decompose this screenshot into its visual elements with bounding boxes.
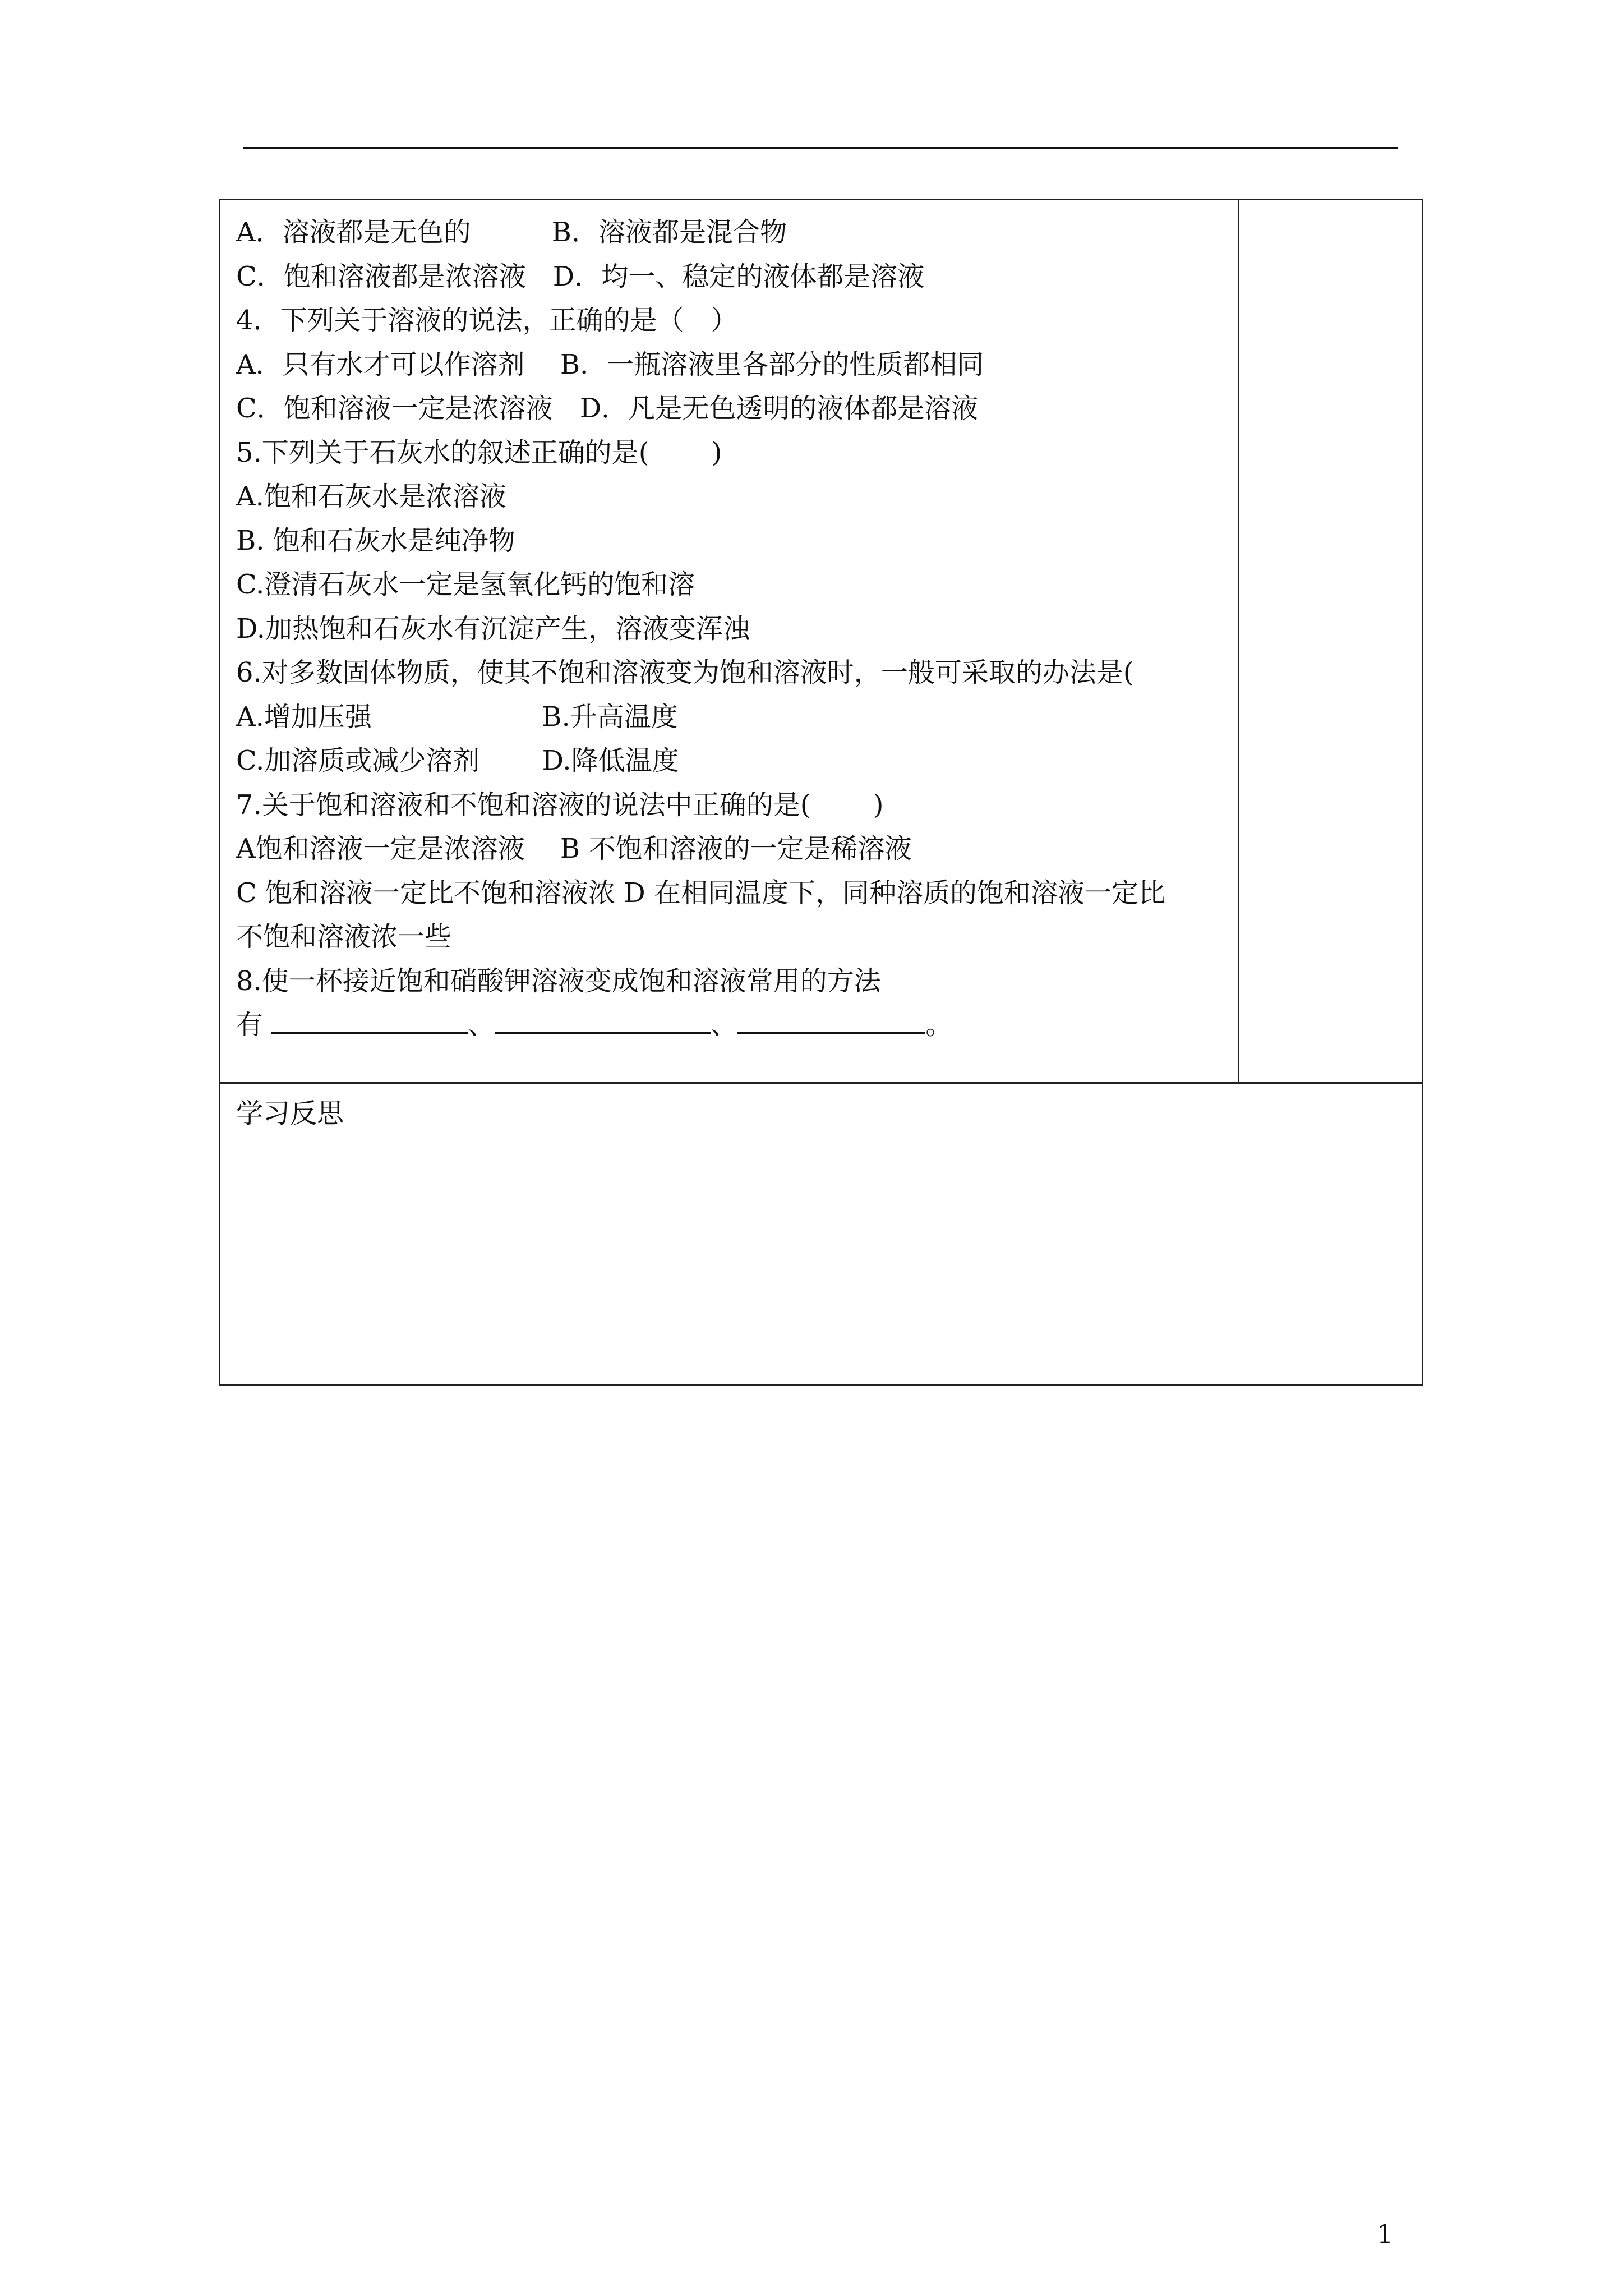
header-rule <box>243 147 1398 149</box>
question-line: 5.下列关于石灰水的叙述正确的是( ) <box>236 436 722 468</box>
question-line: 8.使一杯接近饱和硝酸钾溶液变成饱和溶液常用的方法 <box>236 965 881 997</box>
question-line: B. 饱和石灰水是纯净物 <box>236 524 515 556</box>
question-line: C.澄清石灰水一定是氢氧化钙的饱和溶 <box>236 569 695 600</box>
question-line: A.增加压强 B.升高温度 <box>236 701 678 733</box>
question-line: A．只有水才可以作溶剂 B．一瓶溶液里各部分的性质都相同 <box>236 348 984 380</box>
answer-blank-1[interactable] <box>271 1006 468 1034</box>
question-line: C．饱和溶液一定是浓溶液 D．凡是无色透明的液体都是溶液 <box>236 393 979 424</box>
fill-in-separator: 、 <box>711 1009 738 1041</box>
fill-in-separator: 、 <box>468 1009 495 1041</box>
answer-blank-3[interactable] <box>737 1006 925 1034</box>
notes-column <box>1239 200 1422 1082</box>
question-line: A饱和溶液一定是浓溶液 B 不饱和溶液的一定是稀溶液 <box>236 833 912 864</box>
fill-in-suffix: 。 <box>925 1009 953 1041</box>
question-line: 4．下列关于溶液的说法，正确的是（ ） <box>236 305 738 336</box>
question-line: A．溶液都是无色的 B．溶液都是混合物 <box>236 217 787 248</box>
page-number: 1 <box>1377 2219 1394 2249</box>
reflection-cell[interactable] <box>220 1082 1422 1384</box>
worksheet-table <box>219 199 1423 1386</box>
fill-in-prefix: 有 <box>236 1009 272 1041</box>
question-line: D.加热饱和石灰水有沉淀产生，溶液变浑浊 <box>236 613 750 645</box>
question-line: C．饱和溶液都是浓溶液 D．均一、稳定的液体都是溶液 <box>236 260 925 292</box>
questions-cell <box>220 200 1239 1082</box>
question-line: A.饱和石灰水是浓溶液 <box>236 481 506 512</box>
reflection-title: 学习反思 <box>236 1098 344 1129</box>
question-line: C.加溶质或减少溶剂 D.降低温度 <box>236 745 679 776</box>
question-line: 6.对多数固体物质，使其不饱和溶液变为饱和溶液时，一般可采取的办法是( <box>236 657 1134 688</box>
question-line: 不饱和溶液浓一些 <box>236 921 452 953</box>
question-line: 7.关于饱和溶液和不饱和溶液的说法中正确的是( ) <box>236 789 884 821</box>
fill-in-line <box>236 1003 1238 1047</box>
question-line: C 饱和溶液一定比不饱和溶液浓 D 在相同温度下，同种溶质的饱和溶液一定比 <box>236 877 1165 909</box>
answer-blank-2[interactable] <box>495 1006 711 1034</box>
